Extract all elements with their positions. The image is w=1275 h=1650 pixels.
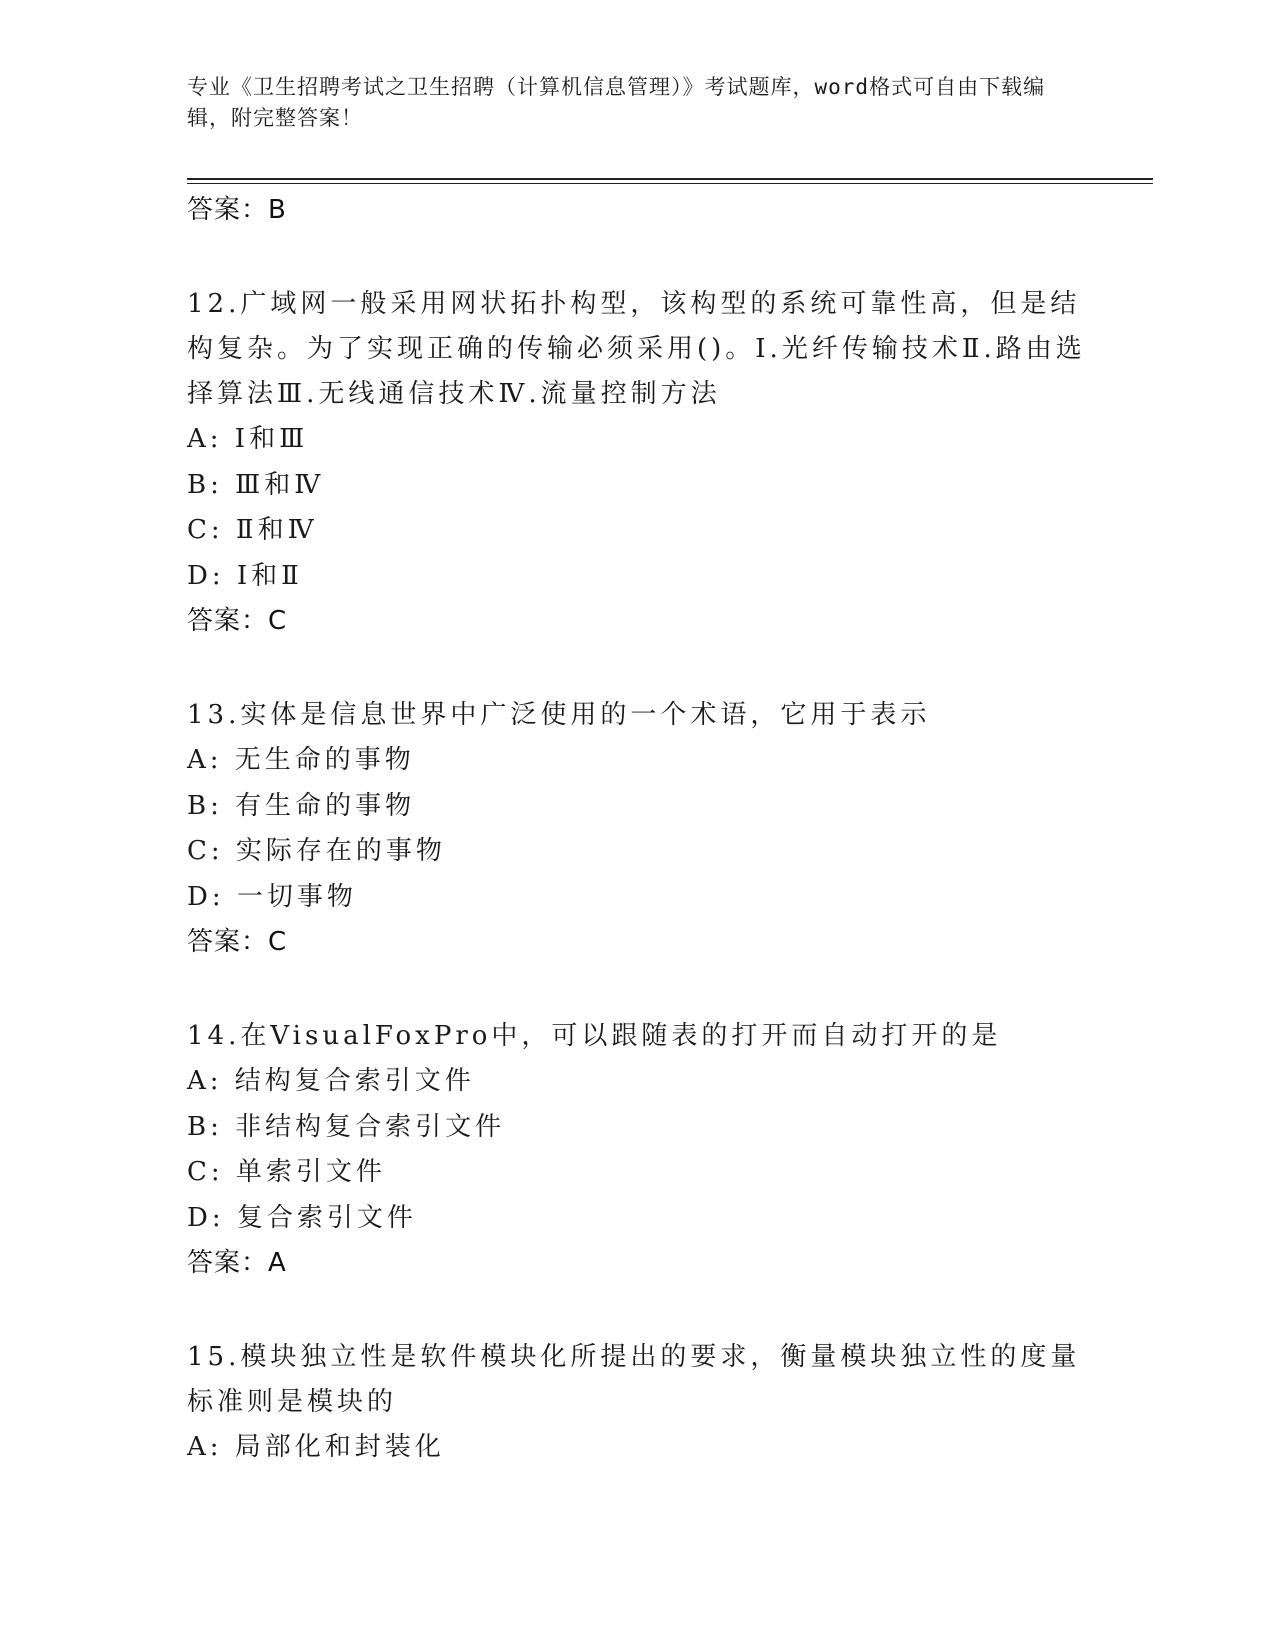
option-d: D: 复合索引文件 (187, 1202, 417, 1233)
option-c: C: Ⅱ和Ⅳ (187, 515, 318, 545)
header-divider (187, 178, 1153, 180)
spacer (187, 964, 1087, 1014)
option-a: A: 结构复合索引文件 (187, 1066, 475, 1096)
option-a: A: 局部化和封装化 (187, 1432, 445, 1462)
answer-line: 答案：C (187, 927, 288, 957)
option-c: C: 单索引文件 (187, 1157, 386, 1187)
question-text: 14.在VisualFoxPro中，可以跟随表的打开而自动打开的是 (187, 1021, 1002, 1051)
option-b: B: 有生命的事物 (187, 790, 416, 821)
question-text: 15.模块独立性是软件模块化所提出的要求，衡量模块独立性的度量标准则是模块的 (187, 1342, 1081, 1417)
question-13 (187, 693, 1087, 964)
option-d: D: Ⅰ和Ⅱ (187, 560, 303, 591)
option-c: C: 实际存在的事物 (187, 836, 446, 866)
question-list (187, 188, 1087, 1471)
question-12 (187, 282, 1087, 643)
document-header: 专业《卫生招聘考试之卫生招聘（计算机信息管理）》考试题库，word格式可自由下载编辑，附完整答案！ (187, 75, 1046, 130)
option-d: D: 一切事物 (187, 881, 357, 912)
option-a: A: Ⅰ和Ⅲ (187, 424, 309, 454)
answer-line: 答案：A (187, 1248, 287, 1278)
question-14 (187, 1014, 1087, 1285)
spacer (187, 232, 1087, 282)
answer-line: 答案：B (187, 195, 287, 225)
spacer (187, 643, 1087, 693)
question-15 (187, 1335, 1087, 1471)
answer-line: 答案：C (187, 606, 288, 636)
question-text: 13.实体是信息世界中广泛使用的一个术语，它用于表示 (187, 700, 931, 730)
spacer (187, 1285, 1087, 1335)
option-a: A: 无生命的事物 (187, 745, 415, 775)
question-text: 12.广域网一般采用网状拓扑构型，该构型的系统可靠性高，但是结构复杂。为了实现正确的传输必须采用()。Ⅰ.光纤传输技术Ⅱ.路由选择算法Ⅲ.无线通信技术Ⅳ.流量控制方法 (187, 289, 1086, 409)
option-b: B: Ⅲ和Ⅳ (187, 469, 325, 500)
header-divider-thin (187, 183, 1153, 184)
option-b: B: 非结构复合索引文件 (187, 1111, 506, 1142)
